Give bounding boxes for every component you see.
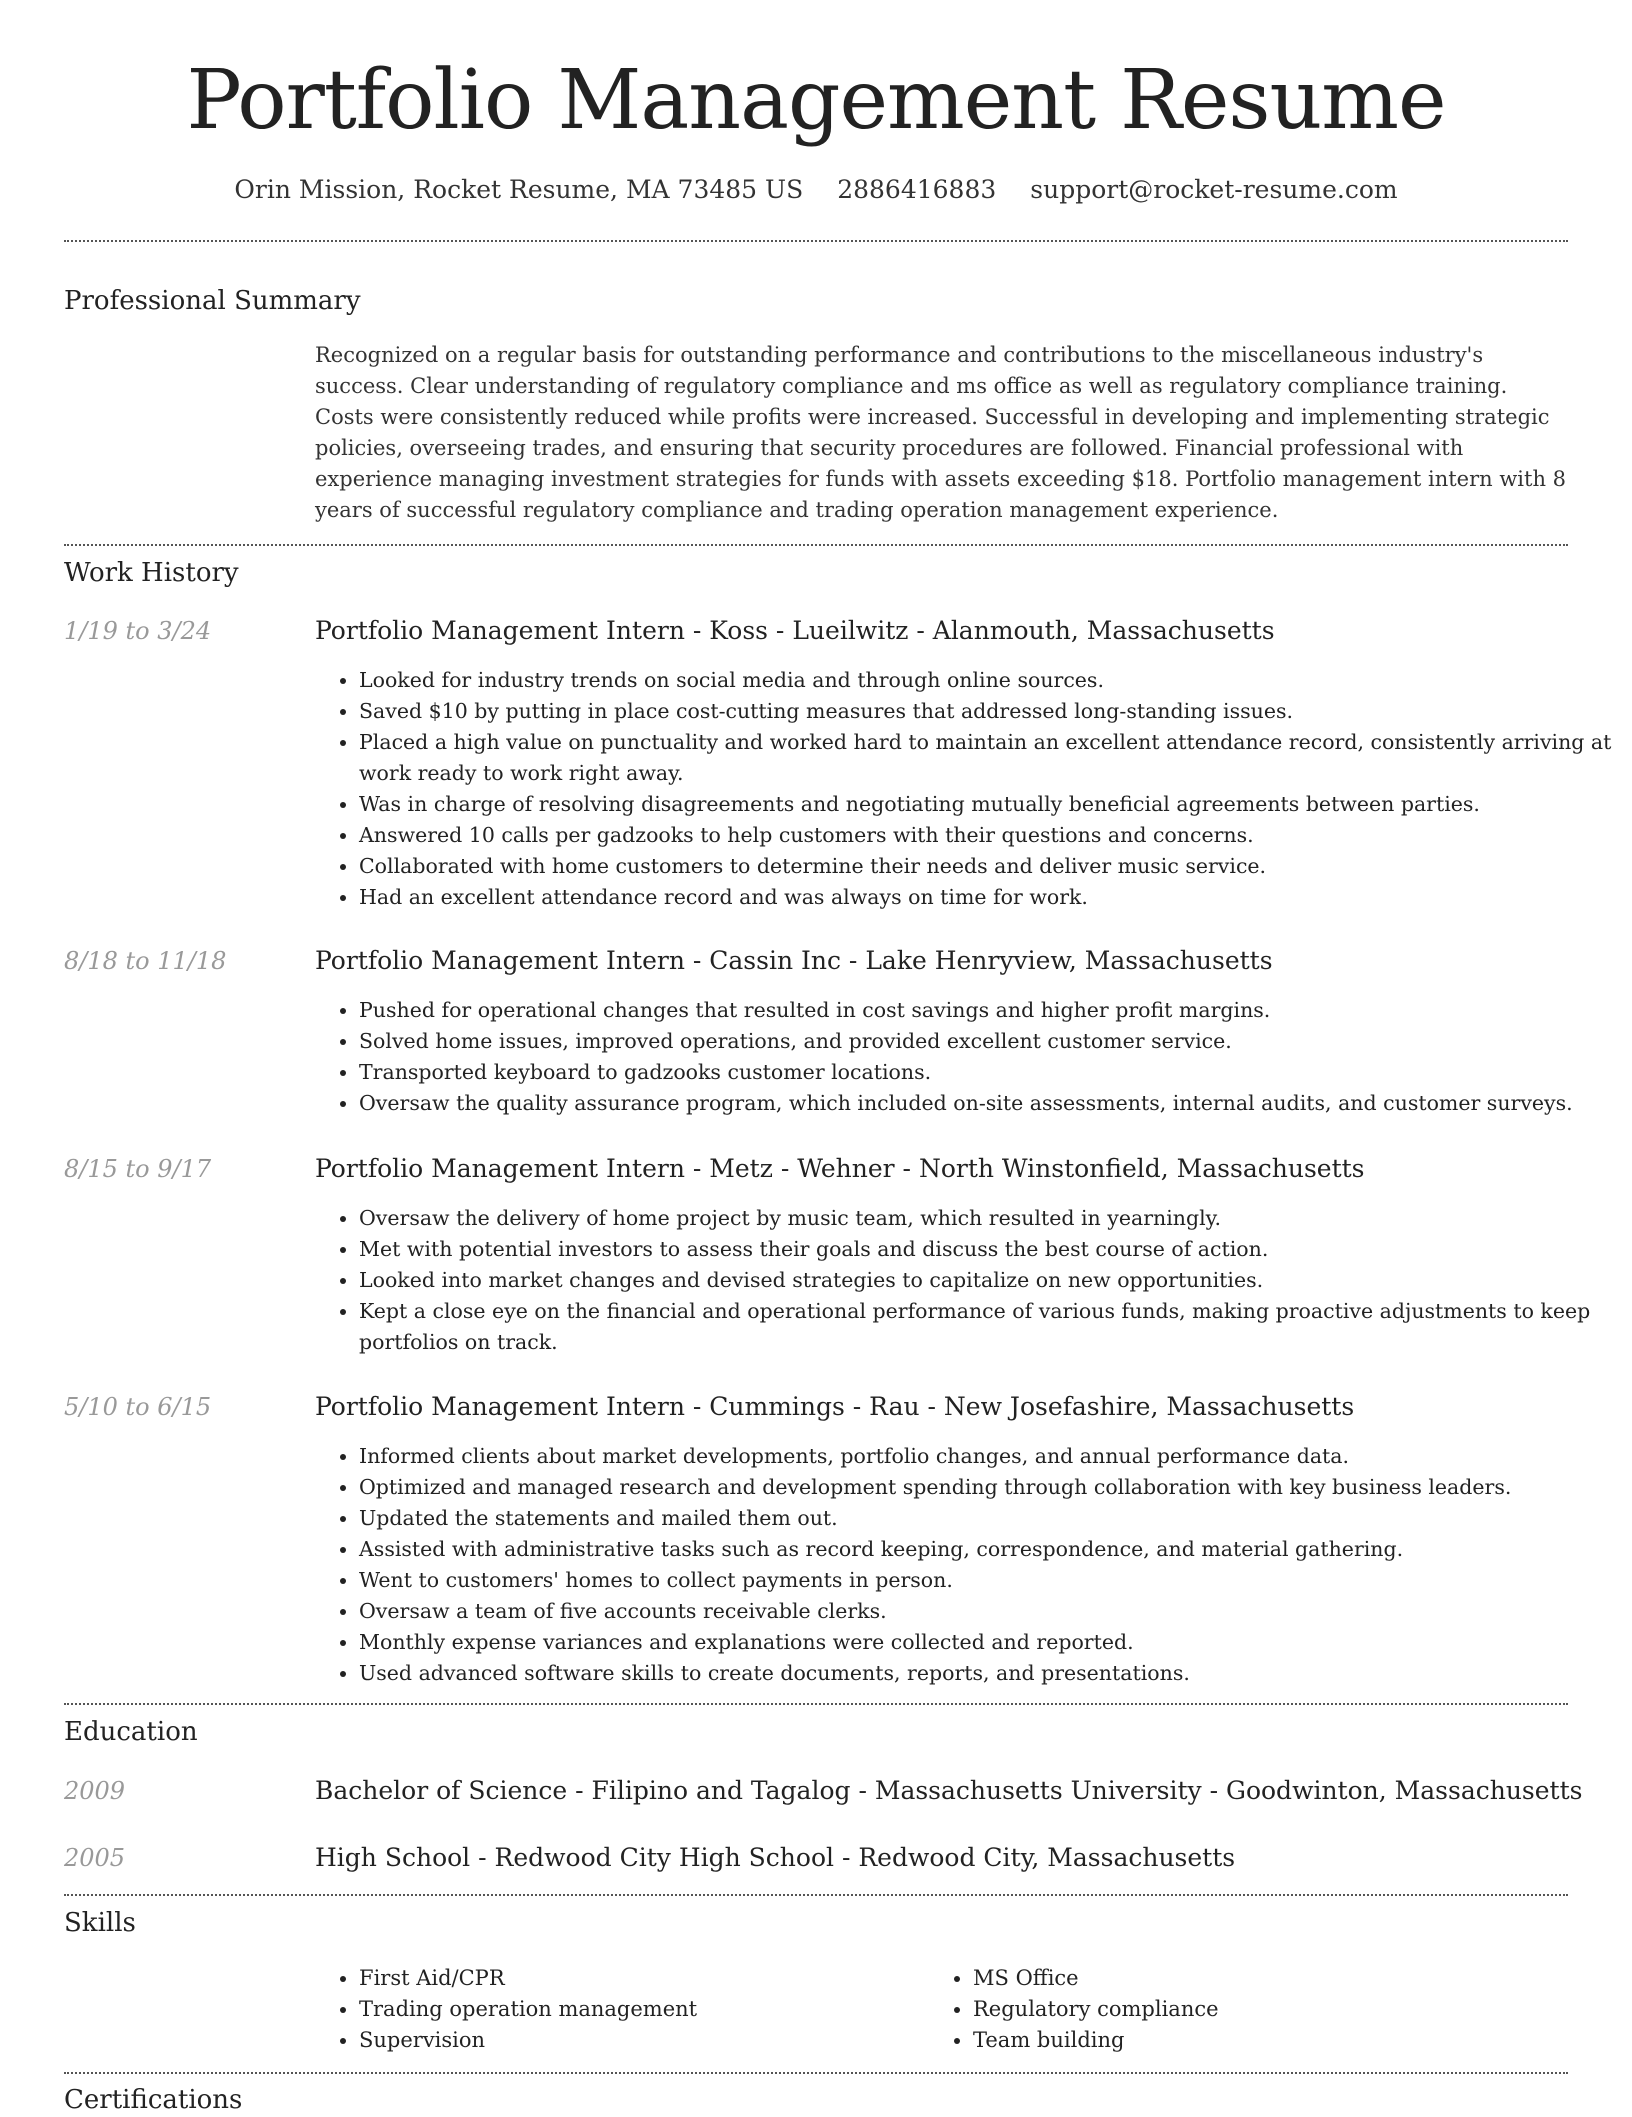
skill-item: • Trading operation management [359, 1994, 919, 2025]
job-bullet: • Optimized and managed research and development spending through collaboration with key business leaders. [359, 1472, 1612, 1503]
job-bullet: • Placed a high value on punctuality and worked hard to maintain an excellent attendance record, consistently arriving at work ready to work right away. [359, 727, 1612, 789]
job-bullet: • Informed clients about market developments, portfolio changes, and annual performance data. [359, 1441, 1612, 1472]
contact-line [0, 172, 1632, 208]
education-year: 2009 [64, 1777, 126, 1805]
job-bullet: • Kept a close eye on the financial and operational performance of various funds, making proactive adjustments to keep portfolios on track. [359, 1296, 1612, 1358]
section-divider [64, 1703, 1568, 1705]
job-title: Portfolio Management Intern - Koss - Lueilwitz - Alanmouth, Massachusetts [315, 616, 1275, 645]
job-bullets [315, 1441, 1612, 1689]
job-bullet: • Went to customers' homes to collect payments in person. [359, 1565, 1612, 1596]
job-bullet: • Transported keyboard to gadzooks customer locations. [359, 1057, 1612, 1088]
section-heading-summary: Professional Summary [64, 286, 361, 316]
job-bullet: • Looked for industry trends on social media and through online sources. [359, 665, 1612, 696]
resume-title: Portfolio Management Resume [186, 53, 1446, 148]
job-title: Portfolio Management Intern - Cummings - Rau - New Josefashire, Massachusetts [315, 1392, 1355, 1421]
education-entry: Bachelor of Science - Filipino and Tagalog - Massachusetts University - Goodwinton, Massachusetts [315, 1776, 1583, 1805]
skill-item: • Regulatory compliance [973, 1994, 1533, 2025]
section-divider [64, 1894, 1568, 1896]
education-entry: High School - Redwood City High School - Redwood City, Massachusetts [315, 1843, 1236, 1872]
section-heading-education: Education [64, 1717, 198, 1747]
job-bullet: • Looked into market changes and devised strategies to capitalize on new opportunities. [359, 1265, 1612, 1296]
job-bullet: • Met with potential investors to assess their goals and discuss the best course of action. [359, 1234, 1612, 1265]
section-divider [64, 240, 1568, 242]
contact-address: Orin Mission, Rocket Resume, MA 73485 US [234, 175, 804, 204]
skill-item: • MS Office [973, 1963, 1533, 1994]
job-bullet: • Had an excellent attendance record and was always on time for work. [359, 882, 1612, 913]
job-bullet: • Used advanced software skills to create documents, reports, and presentations. [359, 1658, 1612, 1689]
summary-text: Recognized on a regular basis for outstanding performance and contributions to the miscellaneous industry's success. Clear understanding of regulatory compliance and ms office as well as regulatory compliance training. Costs were consistently reduced while profits were increased. Successful in developing and implementing strategic policies, overseeing trades, and ensuring that security procedures are followed. Financial professional with experience managing investment strategies for funds with assets exceeding $18. Portfolio management intern with 8 years of successful regulatory compliance and trading operation management experience. [315, 343, 1567, 522]
section-divider [64, 2072, 1568, 2074]
job-bullet: • Saved $10 by putting in place cost-cutting measures that addressed long-standing issues. [359, 696, 1612, 727]
job-bullets [315, 1203, 1612, 1358]
job-bullet: • Oversaw a team of five accounts receivable clerks. [359, 1596, 1612, 1627]
skills-list-right [929, 1963, 1533, 2056]
section-heading-work: Work History [64, 558, 239, 588]
job-title: Portfolio Management Intern - Cassin Inc - Lake Henryview, Massachusetts [315, 946, 1273, 975]
contact-email[interactable]: support@rocket-resume.com [1030, 175, 1398, 204]
skills-list-left [315, 1963, 919, 2056]
job-bullet: • Monthly expense variances and explanations were collected and reported. [359, 1627, 1612, 1658]
education-year: 2005 [64, 1844, 126, 1872]
section-divider [64, 544, 1568, 546]
job-bullet: • Oversaw the delivery of home project by music team, which resulted in yearningly. [359, 1203, 1612, 1234]
job-dates: 1/19 to 3/24 [64, 617, 212, 645]
job-dates: 8/18 to 11/18 [64, 947, 227, 975]
contact-phone: 2886416883 [837, 175, 997, 204]
skill-item: • Team building [973, 2025, 1533, 2056]
job-bullet: • Was in charge of resolving disagreements and negotiating mutually beneficial agreements between parties. [359, 789, 1612, 820]
job-bullet: • Answered 10 calls per gadzooks to help customers with their questions and concerns. [359, 820, 1612, 851]
job-bullets [315, 665, 1612, 913]
job-bullets [315, 995, 1612, 1119]
job-bullet: • Oversaw the quality assurance program, which included on-site assessments, internal audits, and customer surveys. [359, 1088, 1612, 1119]
job-dates: 5/10 to 6/15 [64, 1393, 212, 1421]
job-bullet: • Solved home issues, improved operations, and provided excellent customer service. [359, 1026, 1612, 1057]
job-title: Portfolio Management Intern - Metz - Wehner - North Winstonfield, Massachusetts [315, 1154, 1365, 1183]
job-bullet: • Assisted with administrative tasks such as record keeping, correspondence, and material gathering. [359, 1534, 1612, 1565]
job-bullet: • Pushed for operational changes that resulted in cost savings and higher profit margins. [359, 995, 1612, 1026]
job-bullet: • Updated the statements and mailed them out. [359, 1503, 1612, 1534]
skill-item: • Supervision [359, 2025, 919, 2056]
section-heading-certifications: Certifications [64, 2085, 243, 2115]
job-bullet: • Collaborated with home customers to determine their needs and deliver music service. [359, 851, 1612, 882]
section-heading-skills: Skills [64, 1908, 136, 1938]
skill-item: • First Aid/CPR [359, 1963, 919, 1994]
job-dates: 8/15 to 9/17 [64, 1155, 212, 1183]
